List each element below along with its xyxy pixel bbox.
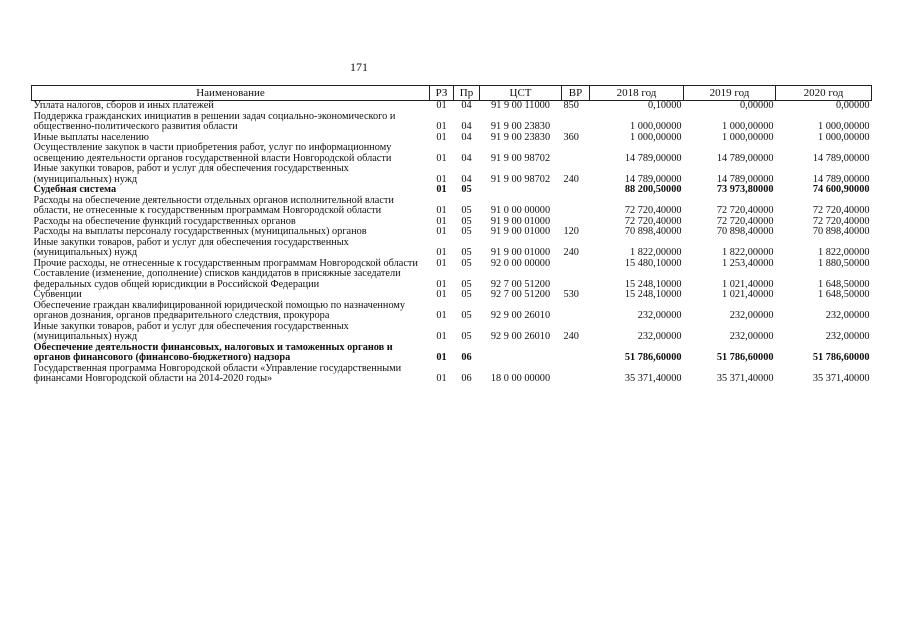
cell-name: Государственная программа Новгородской области «Управление государственными финансами Новгородской области на 2014-2020 годы» xyxy=(33,362,402,384)
cell-rz: 01 xyxy=(436,205,447,216)
table-row xyxy=(32,196,872,217)
table-row xyxy=(32,343,872,364)
cell-cst: 91 9 00 23830 xyxy=(490,131,551,143)
cell-2018: 232,00000 xyxy=(637,331,682,342)
table-row xyxy=(32,322,872,343)
cell-vr xyxy=(562,364,590,385)
cell-pr: 05 xyxy=(461,310,472,321)
cell-pr: 05 xyxy=(461,247,472,258)
cell-rz: 01 xyxy=(436,152,447,164)
cell-name: Осуществление закупок в части приобретения работ, услуг по информационному освещению деятельности органов государственной власти Новгородской области xyxy=(33,142,392,164)
cell-2018: 1 000,00000 xyxy=(630,121,682,132)
cell-name: Иные закупки товаров, работ и услуг для обеспечения государственных (муниципальных) нужд xyxy=(33,320,349,342)
cell-pr: 04 xyxy=(461,121,472,132)
cell-rz: 01 xyxy=(436,257,447,269)
header-rz: РЗ xyxy=(430,86,454,101)
cell-cst: 92 7 00 51200 xyxy=(490,289,551,300)
cell-2018: 14 789,00000 xyxy=(624,173,682,185)
cell-cst: 91 9 00 01000 xyxy=(490,215,551,227)
cell-vr xyxy=(562,269,590,290)
cell-rz: 01 xyxy=(436,226,447,237)
table-row xyxy=(32,112,872,133)
cell-2018: 51 786,60000 xyxy=(624,352,682,363)
page-number: 171 xyxy=(350,60,368,74)
header-vr: ВР xyxy=(562,86,590,101)
cell-2020: 1 822,00000 xyxy=(818,247,870,258)
table-row xyxy=(32,164,872,185)
cell-2018: 14 789,00000 xyxy=(624,152,682,164)
cell-2018: 72 720,40000 xyxy=(624,205,682,216)
cell-vr: 240 xyxy=(563,247,579,258)
cell-2019: 70 898,40000 xyxy=(716,226,774,237)
table-row xyxy=(32,185,872,196)
cell-2020: 72 720,40000 xyxy=(812,215,870,227)
cell-name: Обеспечение граждан квалифицированной юридической помощью по назначенному органов дознания, органов предварительного следствия, прокурора xyxy=(33,299,406,321)
cell-name: Прочие расходы, не отнесенные к государственным программам Новгородской области xyxy=(33,257,418,269)
cell-2019: 73 973,80000 xyxy=(716,184,774,195)
cell-2020: 70 898,40000 xyxy=(812,226,870,237)
cell-pr: 04 xyxy=(461,131,472,143)
cell-2019: 232,00000 xyxy=(729,331,774,342)
cell-vr: 240 xyxy=(563,173,579,185)
cell-2018: 232,00000 xyxy=(637,310,682,321)
cell-2020: 1 000,00000 xyxy=(818,121,870,132)
cell-2020: 14 789,00000 xyxy=(812,173,870,185)
header-name: Наименование xyxy=(32,86,430,101)
cell-vr xyxy=(562,143,590,164)
cell-2020: 1 648,50000 xyxy=(818,278,870,290)
cell-rz: 01 xyxy=(436,310,447,321)
cell-2020: 232,00000 xyxy=(825,331,870,342)
cell-vr xyxy=(562,112,590,133)
cell-vr xyxy=(562,185,590,196)
table-row xyxy=(32,227,872,238)
cell-2020: 51 786,60000 xyxy=(812,352,870,363)
table-row xyxy=(32,269,872,290)
cell-2019: 232,00000 xyxy=(729,310,774,321)
cell-vr: 240 xyxy=(563,331,579,342)
header-pr: Пр xyxy=(454,86,480,101)
cell-2018: 15 248,10000 xyxy=(624,278,682,290)
cell-name: Уплата налогов, сборов и иных платежей xyxy=(33,100,214,111)
cell-cst: 92 0 00 00000 xyxy=(490,257,551,269)
table-row xyxy=(32,238,872,259)
cell-cst: 92 7 00 51200 xyxy=(490,278,551,290)
cell-2020: 1 000,00000 xyxy=(818,131,870,143)
cell-2020: 35 371,40000 xyxy=(812,373,870,384)
cell-2018: 88 200,50000 xyxy=(624,184,682,195)
cell-name: Составление (изменение, дополнение) списков кандидатов в присяжные заседатели федеральных судов общей юрисдикции в Российской Федерации xyxy=(33,268,401,290)
cell-2019: 14 789,00000 xyxy=(716,173,774,185)
cell-cst: 91 9 00 98702 xyxy=(490,173,551,185)
cell-pr: 05 xyxy=(461,289,472,300)
cell-rz: 01 xyxy=(436,247,447,258)
header-cst: ЦСТ xyxy=(480,86,562,101)
cell-pr: 04 xyxy=(461,100,472,111)
cell-pr: 05 xyxy=(461,226,472,237)
cell-cst xyxy=(480,185,562,196)
cell-2019: 72 720,40000 xyxy=(716,215,774,227)
cell-vr xyxy=(562,343,590,364)
cell-name: Субвенции xyxy=(33,289,82,300)
cell-2020: 74 600,90000 xyxy=(812,184,870,195)
cell-vr xyxy=(562,301,590,322)
cell-2018: 70 898,40000 xyxy=(624,226,682,237)
cell-pr: 04 xyxy=(461,152,472,164)
cell-2020: 1 648,50000 xyxy=(818,289,870,300)
cell-rz: 01 xyxy=(436,289,447,300)
cell-rz: 01 xyxy=(436,131,447,143)
cell-cst xyxy=(480,343,562,364)
cell-2019: 35 371,40000 xyxy=(716,373,774,384)
cell-2019: 1 021,40000 xyxy=(722,278,774,290)
cell-name: Судебная система xyxy=(33,184,117,195)
cell-pr: 04 xyxy=(461,173,472,185)
cell-pr: 06 xyxy=(461,373,472,384)
cell-cst: 91 9 00 11000 xyxy=(491,100,550,111)
cell-pr: 05 xyxy=(461,215,472,227)
cell-cst: 18 0 00 00000 xyxy=(490,373,551,384)
table-body xyxy=(32,101,872,385)
cell-vr xyxy=(562,196,590,217)
cell-name: Иные выплаты населению xyxy=(33,131,150,143)
cell-rz: 01 xyxy=(436,173,447,185)
cell-pr: 05 xyxy=(461,331,472,342)
cell-pr: 06 xyxy=(461,352,472,363)
cell-2019: 1 822,00000 xyxy=(722,247,774,258)
cell-pr: 05 xyxy=(461,184,472,195)
cell-vr: 360 xyxy=(563,131,579,143)
cell-2019: 72 720,40000 xyxy=(716,205,774,216)
cell-rz: 01 xyxy=(436,373,447,384)
table-row xyxy=(32,290,872,301)
cell-cst: 91 9 00 23830 xyxy=(490,121,551,132)
cell-2020: 14 789,00000 xyxy=(812,152,870,164)
cell-2019: 1 000,00000 xyxy=(722,121,774,132)
cell-2019: 14 789,00000 xyxy=(716,152,774,164)
cell-2018: 1 000,00000 xyxy=(630,131,682,143)
cell-rz: 01 xyxy=(436,278,447,290)
cell-2018: 35 371,40000 xyxy=(624,373,682,384)
cell-cst: 91 9 00 01000 xyxy=(490,247,551,258)
cell-name: Поддержка гражданских инициатив в решении задач социально-экономического и общественно-политического развития области xyxy=(33,110,396,132)
cell-cst: 91 0 00 00000 xyxy=(490,205,551,216)
cell-cst: 92 9 00 26010 xyxy=(490,310,551,321)
cell-rz: 01 xyxy=(436,184,447,195)
cell-2019: 51 786,60000 xyxy=(716,352,774,363)
table-row xyxy=(32,143,872,164)
cell-2018: 0,10000 xyxy=(648,100,682,111)
budget-table xyxy=(31,85,872,385)
cell-2020: 0,00000 xyxy=(836,100,870,111)
cell-rz: 01 xyxy=(436,215,447,227)
cell-cst: 91 9 00 01000 xyxy=(490,226,551,237)
cell-vr: 850 xyxy=(563,100,579,111)
cell-2019: 0,00000 xyxy=(740,100,774,111)
header-2020: 2020 год xyxy=(776,86,872,101)
cell-name: Иные закупки товаров, работ и услуг для обеспечения государственных (муниципальных) нужд xyxy=(33,236,349,258)
cell-2018: 15 248,10000 xyxy=(624,289,682,300)
cell-vr xyxy=(562,259,590,270)
header-2019: 2019 год xyxy=(684,86,776,101)
cell-rz: 01 xyxy=(436,331,447,342)
cell-2019: 1 253,40000 xyxy=(722,257,774,269)
cell-2018: 15 480,10000 xyxy=(624,257,682,269)
cell-2019: 1 021,40000 xyxy=(722,289,774,300)
cell-name: Иные закупки товаров, работ и услуг для обеспечения государственных (муниципальных) нужд xyxy=(33,163,349,185)
cell-2019: 1 000,00000 xyxy=(722,131,774,143)
table-row xyxy=(32,101,872,112)
table-header xyxy=(32,86,872,101)
cell-vr: 530 xyxy=(563,289,579,300)
header-2018: 2018 год xyxy=(590,86,684,101)
cell-rz: 01 xyxy=(436,121,447,132)
cell-cst: 92 9 00 26010 xyxy=(490,331,551,342)
cell-pr: 05 xyxy=(461,205,472,216)
cell-name: Обеспечение деятельности финансовых, налоговых и таможенных органов и органов финансового (финансово-бюджетного) надзора xyxy=(33,341,393,363)
cell-2018: 72 720,40000 xyxy=(624,215,682,227)
cell-name: Расходы на выплаты персоналу государственных (муниципальных) органов xyxy=(33,226,367,237)
cell-vr: 120 xyxy=(563,226,579,237)
table-row xyxy=(32,364,872,385)
cell-2020: 72 720,40000 xyxy=(812,205,870,216)
cell-2018: 1 822,00000 xyxy=(630,247,682,258)
cell-pr: 05 xyxy=(461,278,472,290)
cell-rz: 01 xyxy=(436,100,447,111)
cell-name: Расходы на обеспечение функций государственных органов xyxy=(33,215,296,227)
cell-2020: 1 880,50000 xyxy=(818,257,870,269)
cell-cst: 91 9 00 98702 xyxy=(490,152,551,164)
cell-pr: 05 xyxy=(461,257,472,269)
cell-2020: 232,00000 xyxy=(825,310,870,321)
table-row xyxy=(32,301,872,322)
cell-name: Расходы на обеспечение деятельности отдельных органов исполнительной власти области, не отнесенные к государственным программам Новгородской области xyxy=(33,194,394,216)
cell-rz: 01 xyxy=(436,352,447,363)
